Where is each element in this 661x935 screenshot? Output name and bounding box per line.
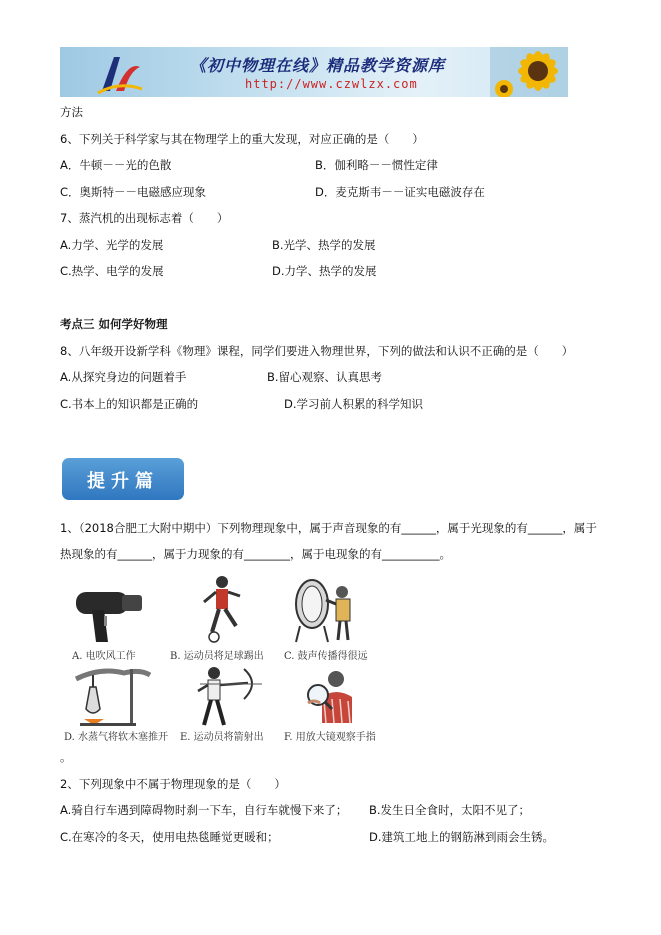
question-7: 7、蒸汽机的出现标志着（ ） [60,211,229,225]
option-7b: B.光学、热学的发展 [272,238,376,252]
steam-flask-icon [70,665,154,727]
hair-dryer-icon [74,580,144,646]
sunflower-icon [490,47,568,97]
option-8c: C.书本上的知识都是正确的 [60,397,199,411]
figure-caption-f: F. 用放大镜观察手指 [284,732,376,743]
option-7d: D.力学、热学的发展 [272,264,377,278]
text-line: 方法 [60,105,83,119]
option-6d: D．麦克斯韦－－证实电磁波存在 [315,185,485,199]
figure-caption-c: C. 鼓声传播得很远 [284,651,368,662]
magnifier-icon [300,665,364,727]
option-8a: A.从探究身边的问题着手 [60,370,187,384]
banner-title: 《初中物理在线》精品教学资源库 [190,56,446,75]
option-6b: B．伽利略－－惯性定律 [315,158,438,172]
option-6c: C．奥斯特－－电磁感应现象 [60,185,207,199]
problem-2: 2、下列现象中不属于物理现象的是（ ） [60,777,286,791]
option-2c: C.在寒冷的冬天，使用电热毯睡觉更暖和； [60,830,279,844]
badge-label: 提升篇 [87,471,159,492]
question-8: 8、八年级开设新学科《物理》课程，同学们要进入物理世界，下列的做法和认识不正确的是（ ） [60,344,574,358]
question-6: 6、下列关于科学家与其在物理学上的重大发现，对应正确的是（ ） [60,132,424,146]
option-2d: D.建筑工地上的钢筋淋到雨会生锈。 [369,830,555,844]
option-7a: A.力学、光学的发展 [60,238,164,252]
option-7c: C.热学、电学的发展 [60,264,164,278]
header-banner [60,47,568,97]
option-8d: D.学习前人积累的科学知识 [284,397,424,411]
logo-icon [94,51,144,95]
section-heading: 考点三 如何学好物理 [60,317,168,331]
figure-caption-a: A. 电吹风工作 [72,651,136,662]
option-6a: A．牛顿－－光的色散 [60,158,172,172]
option-2a: A.骑自行车遇到障碍物时刹一下车，自行车就慢下来了； [60,803,348,817]
section-badge [62,458,184,500]
figure-caption-e: E. 运动员将箭射出 [180,732,264,743]
drum-icon [290,574,362,644]
figure-caption-d: D. 水蒸气将软木塞推开 [64,732,169,743]
banner-url: http://www.czwlzx.com [245,77,418,91]
archer-icon [186,665,264,727]
problem-1-line2: 热现象的有______，属于力现象的有________，属于电现象的有__________。 [60,547,451,561]
figure-caption-b: B. 运动员将足球踢出 [170,651,264,662]
option-8b: B.留心观察、认真思考 [267,370,383,384]
option-2b: B.发生日全食时，太阳不见了； [369,803,531,817]
soccer-player-icon [192,574,252,644]
problem-1-line1: 1、（2018合肥工大附中期中）下列物理现象中，属于声音现象的有______，属于光现象的有______，属于 [60,521,597,535]
figure-period: 。 [60,750,72,764]
